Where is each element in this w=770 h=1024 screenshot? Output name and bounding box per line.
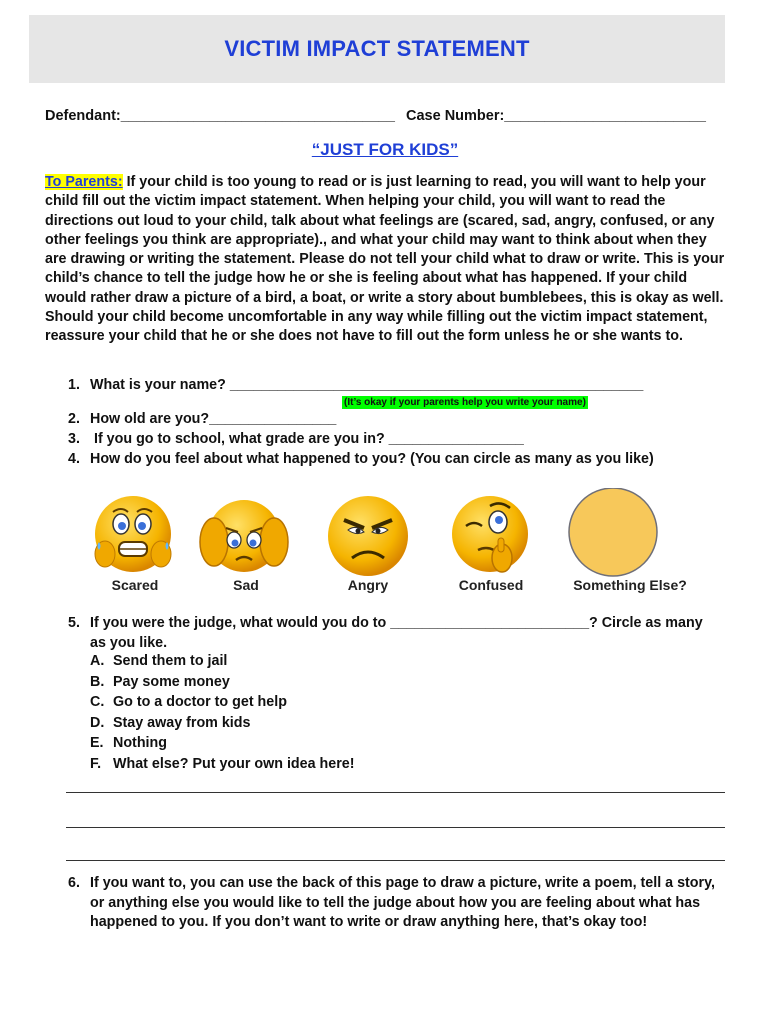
question-number: 5.	[68, 615, 80, 631]
feeling-label-something-else: Something Else?	[573, 577, 687, 593]
judge-option[interactable]	[90, 756, 355, 772]
question-text-cont: as you like.	[90, 634, 168, 651]
option-text: Pay some money	[113, 674, 230, 690]
question-text: What is your name? ____________________________________________________	[90, 377, 644, 393]
option-letter: F.	[90, 756, 102, 772]
defendant-field[interactable]: Defendant:__________________________________	[45, 108, 395, 124]
question-number: 3.	[68, 431, 80, 447]
scared-face-icon[interactable]	[83, 488, 183, 588]
feeling-label-confused: Confused	[458, 577, 524, 593]
question-text: If you go to school, what grade are you in? _________________	[90, 431, 524, 447]
question-text: How old are you?________________	[90, 411, 337, 427]
subtitle: “JUST FOR KIDS”	[311, 140, 459, 159]
blank-face-icon[interactable]	[565, 488, 665, 588]
question-4	[68, 451, 654, 467]
judge-option[interactable]	[90, 694, 287, 710]
answer-line[interactable]	[66, 827, 725, 828]
question-6	[68, 874, 728, 933]
page-title: VICTIM IMPACT STATEMENT	[224, 36, 530, 61]
question-3[interactable]	[68, 431, 524, 447]
sad-face-icon[interactable]	[194, 488, 294, 588]
name-hint: (It’s okay if your parents help you write your name)	[344, 397, 586, 408]
question-2[interactable]	[68, 411, 336, 427]
answer-line[interactable]	[66, 860, 725, 861]
confused-face-icon[interactable]	[440, 488, 540, 588]
question-1[interactable]	[68, 377, 643, 393]
answer-line[interactable]	[66, 792, 725, 793]
case-number-field[interactable]: Case Number:_________________________	[406, 108, 706, 124]
question-text: If you were the judge, what would you do to _________________________? Circle as many	[90, 615, 703, 631]
question-number: 1.	[68, 377, 80, 393]
parents-instructions	[45, 173, 725, 347]
angry-face-icon[interactable]	[318, 488, 418, 588]
question-number: 6.	[68, 875, 80, 891]
title-band	[29, 15, 725, 83]
question-text: How do you feel about what happened to you? (You can circle as many as you like)	[90, 451, 654, 467]
feeling-label-sad: Sad	[233, 577, 259, 593]
parents-lead: To Parents:	[45, 174, 123, 190]
option-text: Send them to jail	[113, 653, 228, 669]
option-letter: B.	[90, 674, 105, 690]
option-text: Go to a doctor to get help	[113, 694, 287, 710]
question-number: 2.	[68, 411, 80, 427]
option-text: Nothing	[113, 735, 167, 751]
question-5[interactable]	[68, 614, 728, 653]
option-letter: C.	[90, 694, 105, 710]
question-text: If you want to, you can use the back of this page to draw a picture, write a poem, tell a story, or anything else you would like to tell the judge about how you are feeling about what has happened to you. If you don’t want to write or draw anything here, that’s okay too!	[90, 875, 715, 930]
feelings-row	[0, 488, 770, 598]
feeling-label-scared: Scared	[111, 577, 159, 593]
judge-option[interactable]	[90, 735, 167, 751]
option-letter: E.	[90, 735, 104, 751]
option-letter: D.	[90, 715, 105, 731]
option-text: What else? Put your own idea here!	[113, 756, 355, 772]
option-letter: A.	[90, 653, 105, 669]
option-text: Stay away from kids	[113, 715, 251, 731]
judge-option[interactable]	[90, 715, 250, 731]
parents-text: If your child is too young to read or is just learning to read, you will want to help your child fill out the victim impact statement. When helping your child, you will want to read the directions out loud to your child, talk about what feelings are (scared, sad, angry, confused, or any other feelings you think are appropriate)., and what your child may want to think about when they are drawing or writing the statement. Please do not tell your child what to draw or write. This is your child’s chance to tell the judge how he or she is feeling about what has happened. If your child would rather draw a picture of a bird, a boat, or write a story about bumblebees, this is okay as well. Should your child become uncomfortable in any way while filling out the victim impact statement, reassure your child that he or she does not have to fill out the form unless he or she wants to.	[45, 174, 725, 345]
judge-option[interactable]	[90, 653, 227, 669]
feeling-label-angry: Angry	[347, 577, 389, 593]
question-number: 4.	[68, 451, 80, 467]
judge-option[interactable]	[90, 674, 230, 690]
